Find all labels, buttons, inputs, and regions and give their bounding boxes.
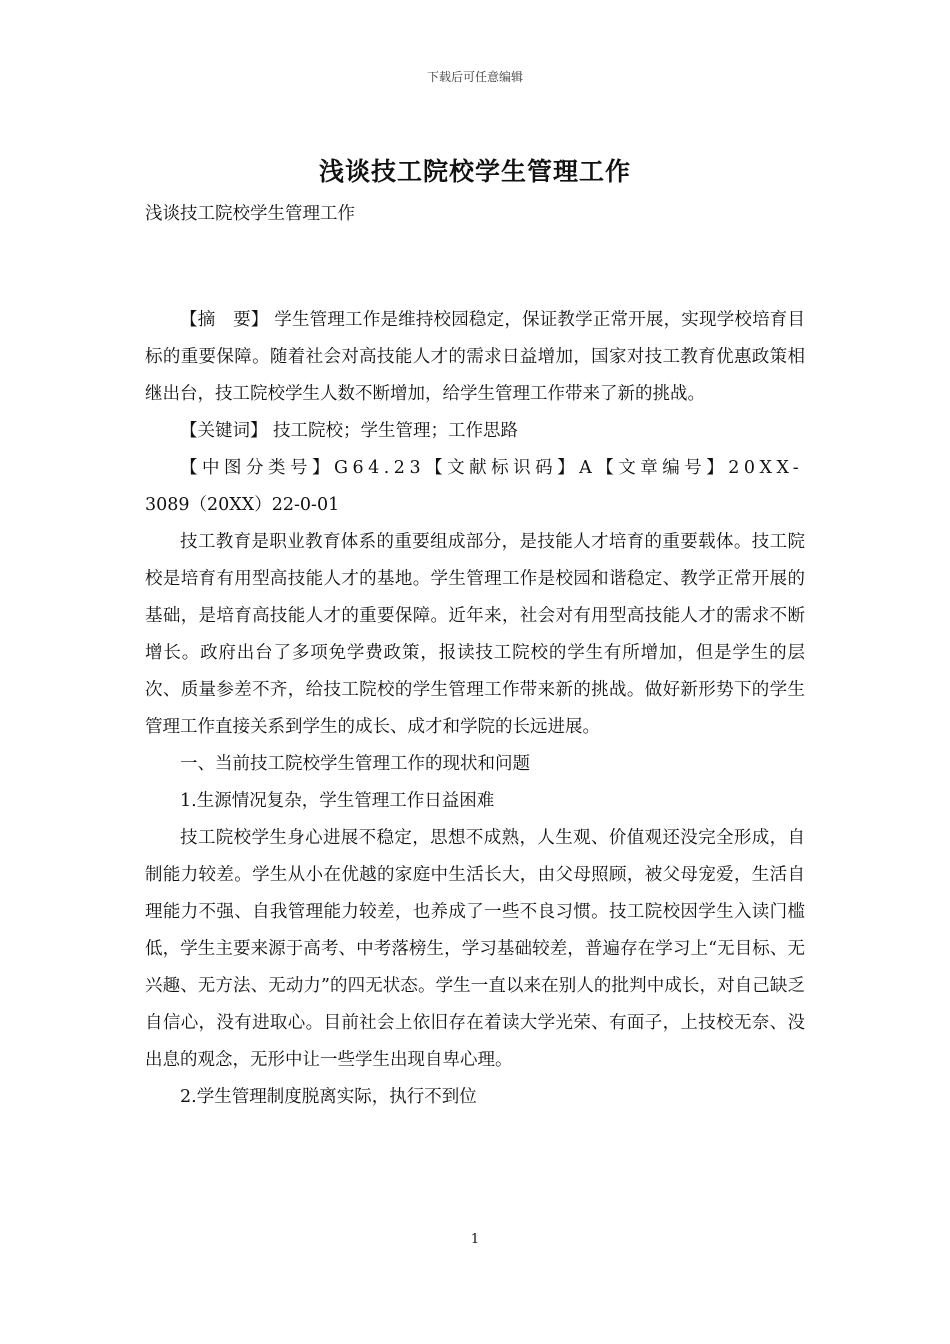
- subsection-heading-2: 2.学生管理制度脱离实际，执行不到位: [180, 1087, 477, 1107]
- subsection-body-1: 技工院校学生身心进展不稳定，思想不成熟，人生观、价值观还没完全形成，自制能力较差。学生从小在优越的家庭中生活长大，由父母照顾，被父母宠爱，生活自理能力不强、自我管理能力较差，也养成了一些不良习惯。技工院校因学生入读门槛低，学生主要来源于高考、中考落榜生，学习基础较差，普遍存在学习上“无目标、无兴趣、无方法、无动力”的四无状态。学生一直以来在别人的批判中成长，对自己缺乏自信心，没有进取心。目前社会上依旧存在着读大学光荣、有面子，上技校无奈、没出息的观念，无形中让一些学生出现自卑心理。: [145, 828, 805, 1070]
- document-body: [145, 196, 805, 1116]
- page-number: 1: [470, 1232, 480, 1247]
- document-subtitle: 浅谈技工院校学生管理工作: [145, 204, 355, 224]
- section-heading: 一、当前技工院校学生管理工作的现状和问题: [180, 754, 530, 774]
- document-title: 浅谈技工院校学生管理工作: [318, 157, 631, 186]
- header-note: 下载后可任意编辑: [426, 70, 523, 84]
- abstract-paragraph: 【摘 要】 学生管理工作是维持校园稳定，保证教学正常开展，实现学校培育目标的重要保障。随着社会对高技能人才的需求日益增加，国家对技工教育优惠政策相继出台，技工院校学生人数不断增加，给学生管理工作带来了新的挑战。: [145, 310, 805, 404]
- keywords-paragraph: 【关键词】 技工院校；学生管理；工作思路: [180, 421, 519, 441]
- classification-line: 【中图分类号】G64.23【文献标识码】A【文章编号】20XX-: [180, 458, 804, 478]
- classification-line-continued: 3089（20XX）22-0-01: [145, 495, 340, 515]
- subsection-heading-1: 1.生源情况复杂，学生管理工作日益困难: [180, 791, 495, 811]
- intro-paragraph: 技工教育是职业教育体系的重要组成部分，是技能人才培育的重要载体。技工院校是培育有用型高技能人才的基地。学生管理工作是校园和谐稳定、教学正常开展的基础，是培育高技能人才的重要保障。近年来，社会对有用型高技能人才的需求不断增长。政府出台了多项免学费政策，报读技工院校的学生有所增加，但是学生的层次、质量参差不齐，给技工院校的学生管理工作带来新的挑战。做好新形势下的学生管理工作直接关系到学生的成长、成才和学院的长远进展。: [145, 532, 805, 737]
